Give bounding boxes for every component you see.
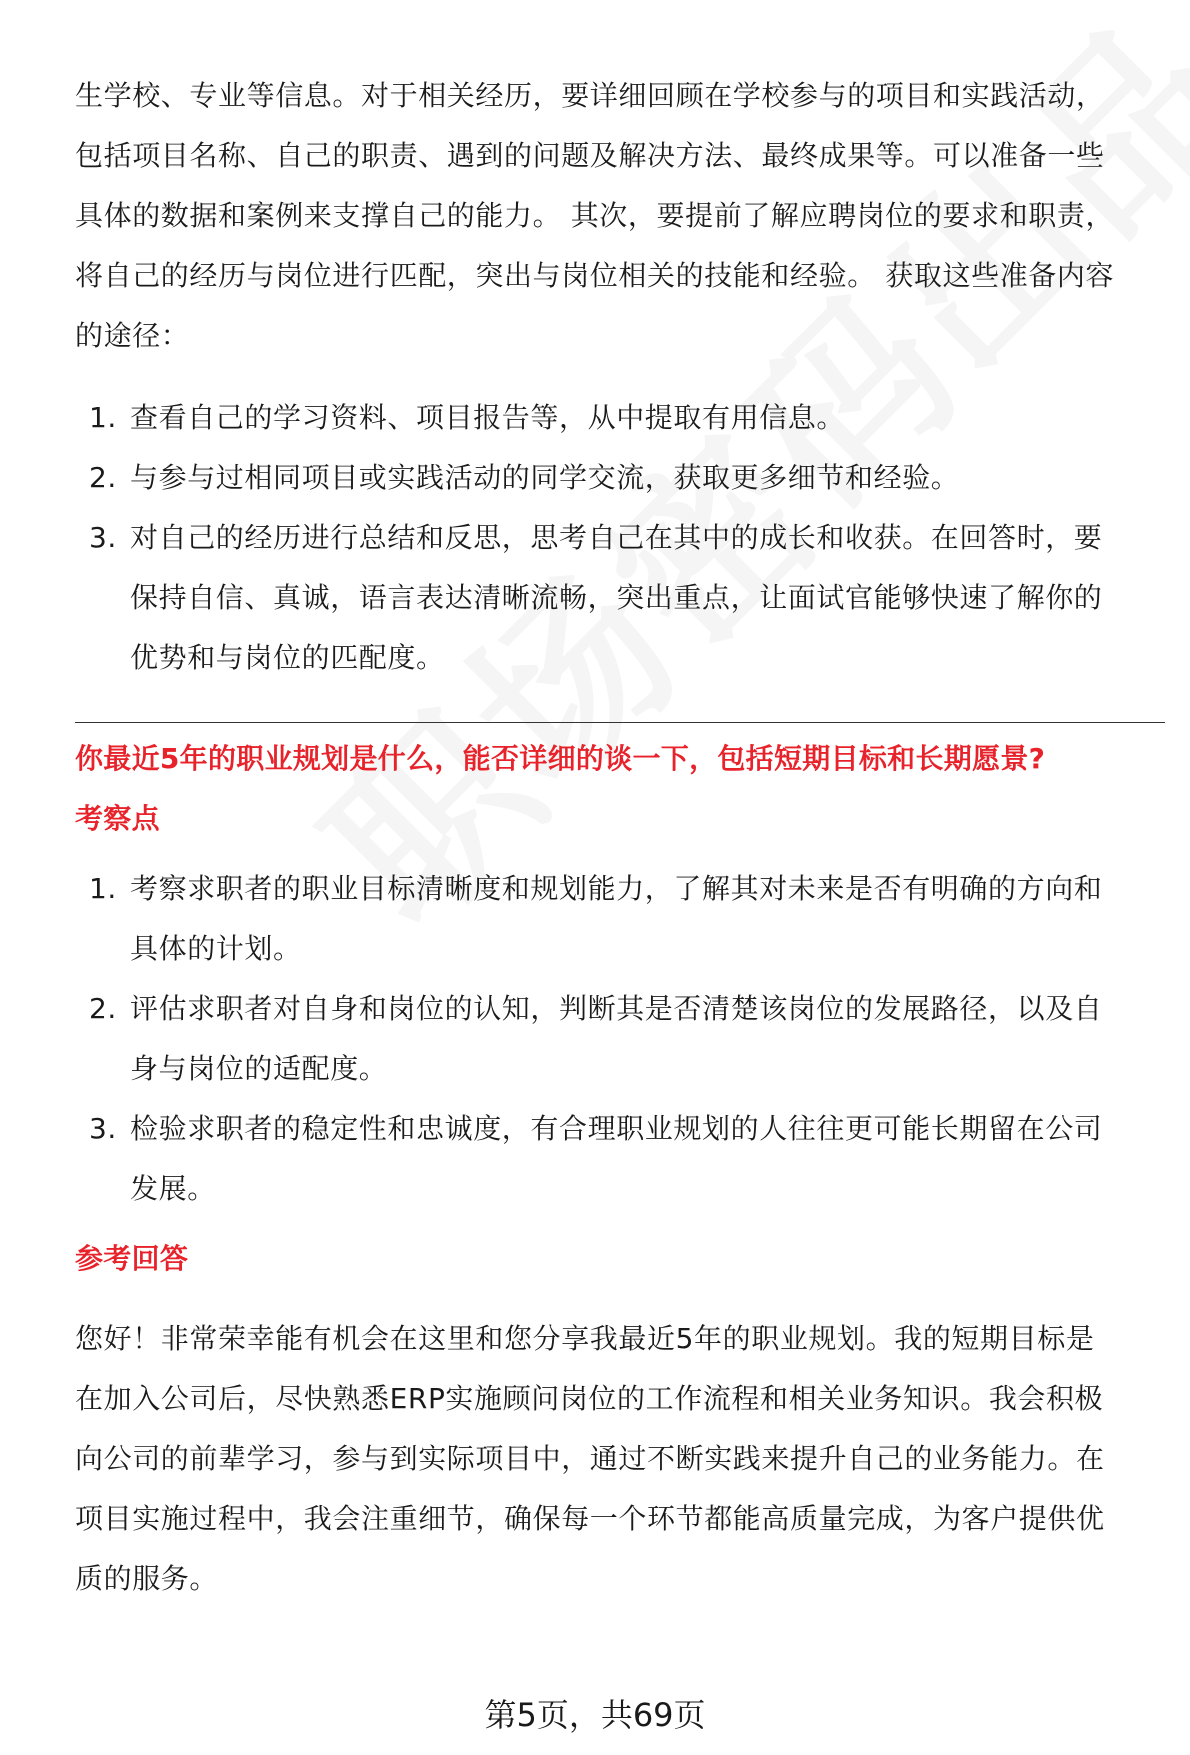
answer-line: 您好！非常荣幸能有机会在这里和您分享我最近5年的职业规划。我的短期目标是 <box>75 1322 1095 1355</box>
focus-list <box>75 859 1165 1219</box>
list-line: 发展。 <box>130 1172 216 1205</box>
list-number: 1. <box>89 872 117 905</box>
list-line: 保持自信、真诚，语言表达清晰流畅，突出重点，让面试官能够快速了解你的 <box>130 581 1103 614</box>
list-line: 检验求职者的稳定性和忠诚度，有合理职业规划的人往往更可能长期留在公司 <box>130 1112 1103 1145</box>
list-number: 1. <box>89 401 117 434</box>
list-number: 2. <box>89 992 117 1025</box>
intro-paragraph <box>75 66 1165 366</box>
answer-heading: 参考回答 <box>75 1242 189 1275</box>
list-item <box>75 979 1165 1099</box>
list-line: 优势和与岗位的匹配度。 <box>130 641 445 674</box>
list-line: 考察求职者的职业目标清晰度和规划能力，了解其对未来是否有明确的方向和 <box>130 872 1103 905</box>
ways-list <box>75 388 1165 688</box>
question-heading: 你最近5年的职业规划是什么，能否详细的谈一下，包括短期目标和长期愿景? <box>75 742 1046 775</box>
list-line: 对自己的经历进行总结和反思，思考自己在其中的成长和收获。在回答时，要 <box>130 521 1103 554</box>
list-number: 2. <box>89 461 117 494</box>
answer-line: 向公司的前辈学习，参与到实际项目中，通过不断实践来提升自己的业务能力。在 <box>75 1442 1105 1475</box>
intro-line: 的途径： <box>75 319 190 352</box>
list-line: 评估求职者对自身和岗位的认知，判断其是否清楚该岗位的发展路径，以及自 <box>130 992 1103 1025</box>
list-item <box>75 859 1165 979</box>
answer-line: 项目实施过程中，我会注重细节，确保每一个环节都能高质量完成，为客户提供优 <box>75 1502 1105 1535</box>
list-item <box>75 448 1165 508</box>
list-number: 3. <box>89 1112 117 1145</box>
page-footer: 第5页，共69页 <box>484 1696 706 1734</box>
answer-line: 在加入公司后，尽快熟悉ERP实施顾问岗位的工作流程和相关业务知识。我会积极 <box>75 1382 1104 1415</box>
intro-line: 包括项目名称、自己的职责、遇到的问题及解决方法、最终成果等。可以准备一些 <box>75 139 1105 172</box>
list-item <box>75 1099 1165 1219</box>
list-line: 查看自己的学习资料、项目报告等，从中提取有用信息。 <box>130 401 846 434</box>
intro-line: 具体的数据和案例来支撑自己的能力。 其次，要提前了解应聘岗位的要求和职责， <box>75 199 1115 232</box>
answer-paragraph <box>75 1309 1165 1609</box>
page-content <box>75 66 1165 1609</box>
list-item <box>75 388 1165 448</box>
list-line: 与参与过相同项目或实践活动的同学交流，获取更多细节和经验。 <box>130 461 960 494</box>
list-number: 3. <box>89 521 117 554</box>
list-line: 具体的计划。 <box>130 932 302 965</box>
focus-heading: 考察点 <box>75 802 160 835</box>
answer-line: 质的服务。 <box>75 1562 219 1595</box>
intro-line: 将自己的经历与岗位进行匹配，突出与岗位相关的技能和经验。 获取这些准备内容 <box>75 259 1115 292</box>
list-item <box>75 508 1165 688</box>
list-line: 身与岗位的适配度。 <box>130 1052 388 1085</box>
intro-line: 生学校、专业等信息。对于相关经历，要详细回顾在学校参与的项目和实践活动， <box>75 79 1105 112</box>
